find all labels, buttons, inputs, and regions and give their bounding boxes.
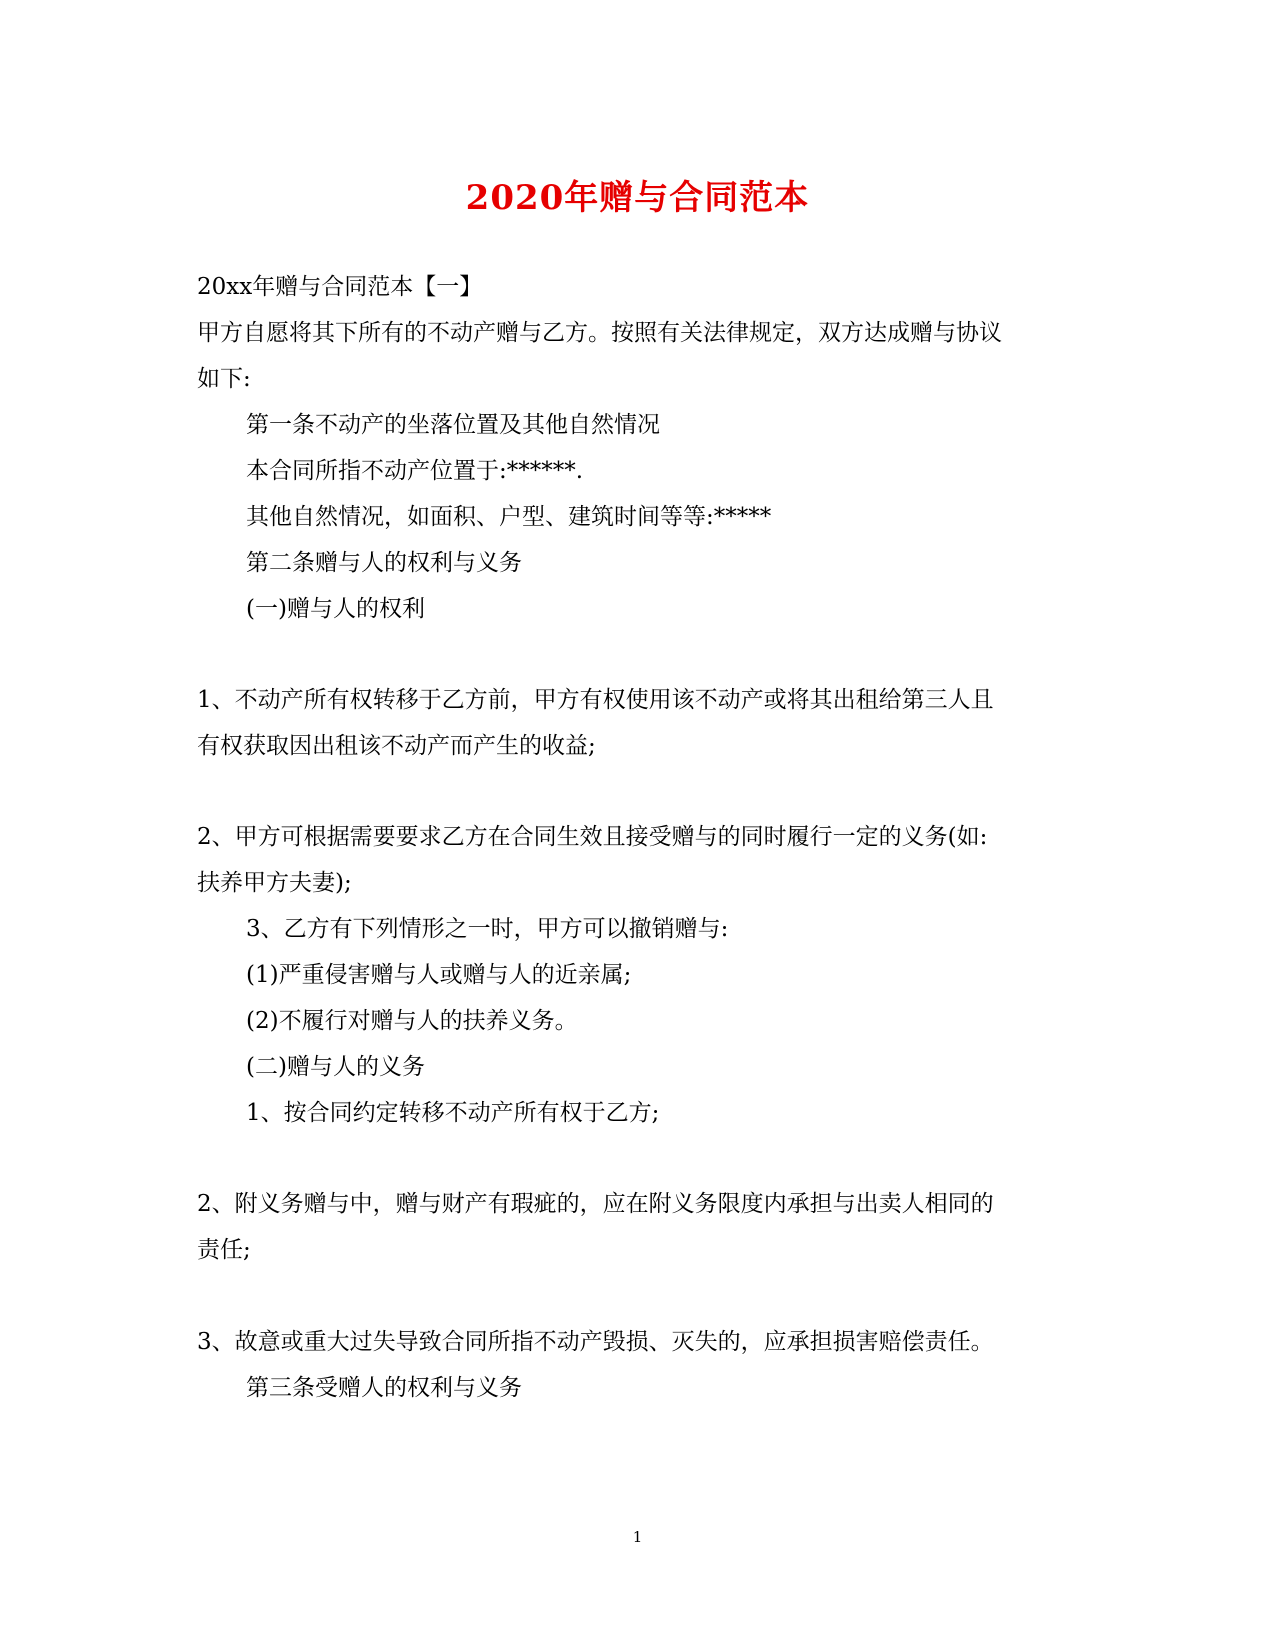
- clause-heading: 第三条受赠人的权利与义务: [246, 1375, 522, 1401]
- page-number: 1: [632, 1528, 643, 1546]
- paragraph-line: 甲方自愿将其下所有的不动产赠与乙方。按照有关法律规定，双方达成赠与协议: [197, 320, 1002, 346]
- paragraph-line: 本合同所指不动产位置于:******.: [246, 458, 584, 484]
- subsection-heading: (二)赠与人的义务: [246, 1054, 425, 1080]
- clause-heading: 第一条不动产的坐落位置及其他自然情况: [246, 412, 660, 438]
- paragraph-line: 其他自然情况，如面积、户型、建筑时间等等:*****: [246, 504, 772, 530]
- subsection-heading: (一)赠与人的权利: [246, 596, 425, 622]
- paragraph-line: 1、不动产所有权转移于乙方前，甲方有权使用该不动产或将其出租给第三人且: [197, 687, 994, 713]
- paragraph-line: 3、故意或重大过失导致合同所指不动产毁损、灭失的，应承担损害赔偿责任。: [197, 1329, 994, 1355]
- paragraph-line: 2、附义务赠与中，赠与财产有瑕疵的，应在附义务限度内承担与出卖人相同的: [197, 1191, 994, 1217]
- list-item: (2)不履行对赠与人的扶养义务。: [246, 1008, 578, 1034]
- list-item: (1)严重侵害赠与人或赠与人的近亲属;: [246, 962, 632, 988]
- document-title: 2020年赠与合同范本: [465, 178, 810, 218]
- list-item: 1、按合同约定转移不动产所有权于乙方;: [246, 1100, 660, 1126]
- paragraph-line: 2、甲方可根据需要要求乙方在合同生效且接受赠与的同时履行一定的义务(如:: [197, 824, 988, 850]
- paragraph-line: 扶养甲方夫妻);: [197, 870, 352, 896]
- paragraph-line: 有权获取因出租该不动产而产生的收益;: [197, 733, 596, 759]
- paragraph-line: 如下:: [197, 366, 251, 392]
- clause-heading: 第二条赠与人的权利与义务: [246, 550, 522, 576]
- paragraph-line: 3、乙方有下列情形之一时，甲方可以撤销赠与:: [246, 916, 729, 942]
- section-heading: 20xx年赠与合同范本【一】: [197, 274, 483, 300]
- paragraph-line: 责任;: [197, 1237, 251, 1263]
